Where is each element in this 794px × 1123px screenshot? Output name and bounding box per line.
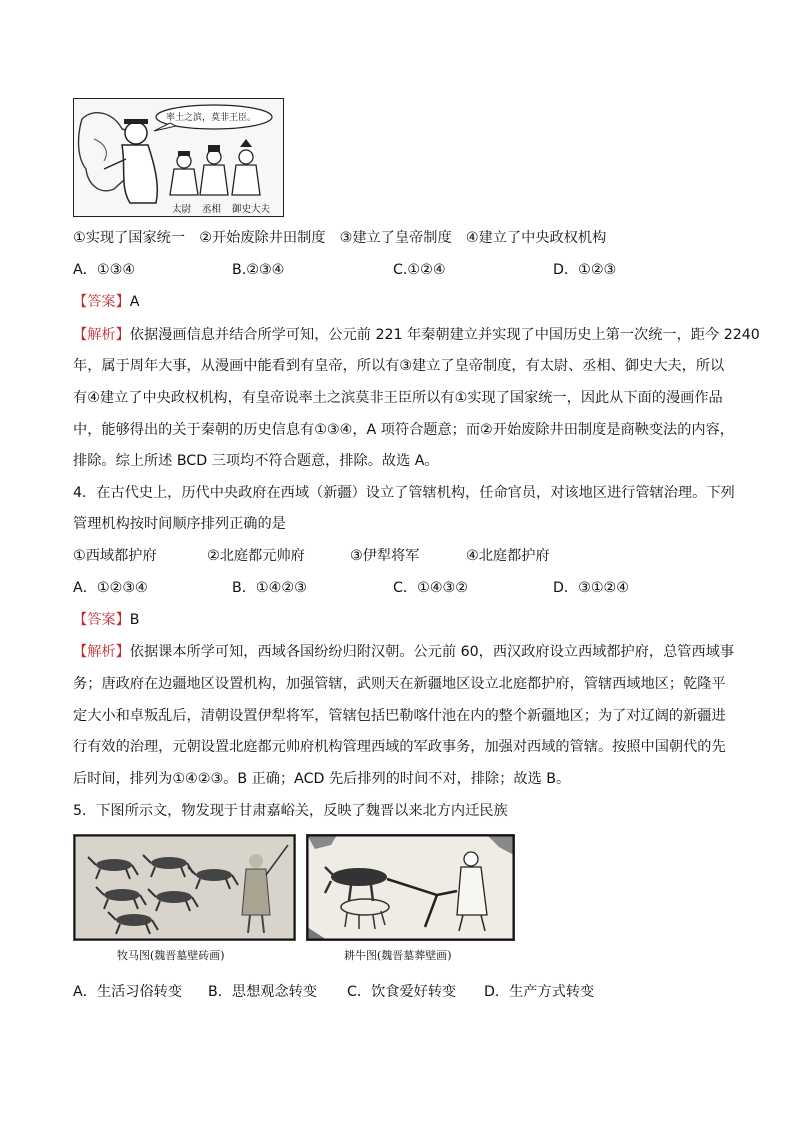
q4-option-b: B．①④②③ (232, 580, 307, 596)
q4-analysis-line-2: 务；唐政府在边疆地区设置机构，加强管辖，武则天在新疆地区设立北庭都护府，管辖西域地区；乾隆平 (73, 676, 726, 692)
q4-item-1: ①西域都护府 (73, 548, 157, 564)
q3-analysis-line-3: 有④建立了中央政权机构，有皇帝说率土之滨莫非王臣所以有①实现了国家统一，因此从下面的漫画作品 (73, 390, 723, 406)
q3-option-b: B.②③④ (232, 262, 285, 278)
q3-analysis-line-1: 【解析】依据漫画信息并结合所学可知，公元前 221 年秦朝建立并实现了中国历史上第一次统一，距今 2240 (73, 327, 760, 343)
q5-option-d: D．生产方式转变 (484, 984, 595, 1000)
q5-option-a: A．生活习俗转变 (73, 984, 183, 1000)
q3-answer-value: A (129, 294, 140, 310)
cartoon-label-chengxiang: 丞相 (202, 204, 222, 215)
q3-answer-tag: 【答案】 (73, 294, 130, 310)
q4-stem-line-1: 4．在古代史上，历代中央政府在西域（新疆）设立了管辖机构，任命官员，对该地区进行管辖治理。下列 (73, 485, 735, 501)
q4-item-4: ④北庭都护府 (466, 548, 550, 564)
ox-plowing-mural-image (306, 834, 515, 941)
q4-analysis-line-4: 行有效的治理，元朝设置北庭都元帅府机构管理西域的军政事务，加强对西域的管辖。按照中国朝代的先 (73, 739, 726, 755)
q4-option-d: D．③①②④ (553, 580, 629, 596)
q4-option-c: C．①④③② (393, 580, 468, 596)
q4-option-a: A．①②③④ (73, 580, 148, 596)
ox-mural-drawing (307, 835, 514, 940)
q4-answer (73, 610, 733, 630)
q5-option-b: B．思想观念转变 (208, 984, 318, 1000)
horse-herding-mural-image (73, 834, 296, 941)
q4-analysis-line-5: 后时间，排列为①④②③。B 正确；ACD 先后排列的时间不对，排除；故选 B。 (73, 771, 571, 787)
cartoon-label-yushidafu: 御史大夫 (232, 204, 271, 215)
q4-answer-tag: 【答案】 (73, 612, 130, 628)
q3-option-c: C.①②④ (393, 262, 446, 278)
q4-analysis-line-3: 定大小和卓叛乱后，清朝设置伊犁将军，管辖包括巴勒喀什池在内的整个新疆地区；为了对辽阔的新疆进 (73, 708, 726, 724)
ox-mural-caption: 耕牛图(魏晋墓葬壁画) (344, 949, 452, 962)
q3-analysis-line-2: 年，属于周年大事，从漫画中能看到有皇帝，所以有③建立了皇帝制度，有太尉、丞相、御史大夫，所以 (73, 358, 725, 374)
q4-item-2: ②北庭都元帅府 (207, 548, 305, 564)
q4-analysis-tag: 【解析】 (73, 644, 130, 660)
q3-option-d: D．①②③ (553, 262, 617, 278)
q4-stem-line-2: 管理机构按时间顺序排列正确的是 (73, 516, 286, 532)
q4-item-3: ③伊犁将军 (350, 548, 420, 564)
q3-analysis-line-5: 排除。综上所述 BCD 三项均不符合题意，排除。故选 A。 (73, 453, 439, 469)
qin-cartoon-image (73, 98, 284, 217)
speech-bubble-text: 率土之滨，莫非王臣。 (166, 113, 257, 123)
q3-answer (73, 292, 733, 312)
cartoon-label-taiwei: 太尉 (172, 204, 192, 215)
q3-analysis-line-4: 中，能够得出的关于秦朝的历史信息有①③④，A 项符合题意；而②开始废除井田制度是商鞅变法的内容， (73, 422, 734, 438)
q4-analysis-line-1: 【解析】依据课本所学可知，西域各国纷纷归附汉朝。公元前 60，西汉政府设立西域都护府，总管西域事 (73, 644, 735, 660)
q3-analysis-tag: 【解析】 (73, 327, 130, 343)
q5-option-c: C．饮食爱好转变 (347, 984, 457, 1000)
horse-mural-drawing (74, 835, 295, 940)
q3-option-a: A．①③④ (73, 262, 136, 278)
q3-items: ①实现了国家统一 ②开始废除井田制度 ③建立了皇帝制度 ④建立了中央政权机构 (73, 230, 607, 246)
horse-mural-caption: 牧马图(魏晋墓壁砖画) (117, 949, 225, 962)
q4-answer-value: B (129, 612, 140, 628)
q5-stem: 5．下图所示文，物发现于甘肃嘉峪关，反映了魏晋以来北方内迁民族 (73, 803, 508, 819)
